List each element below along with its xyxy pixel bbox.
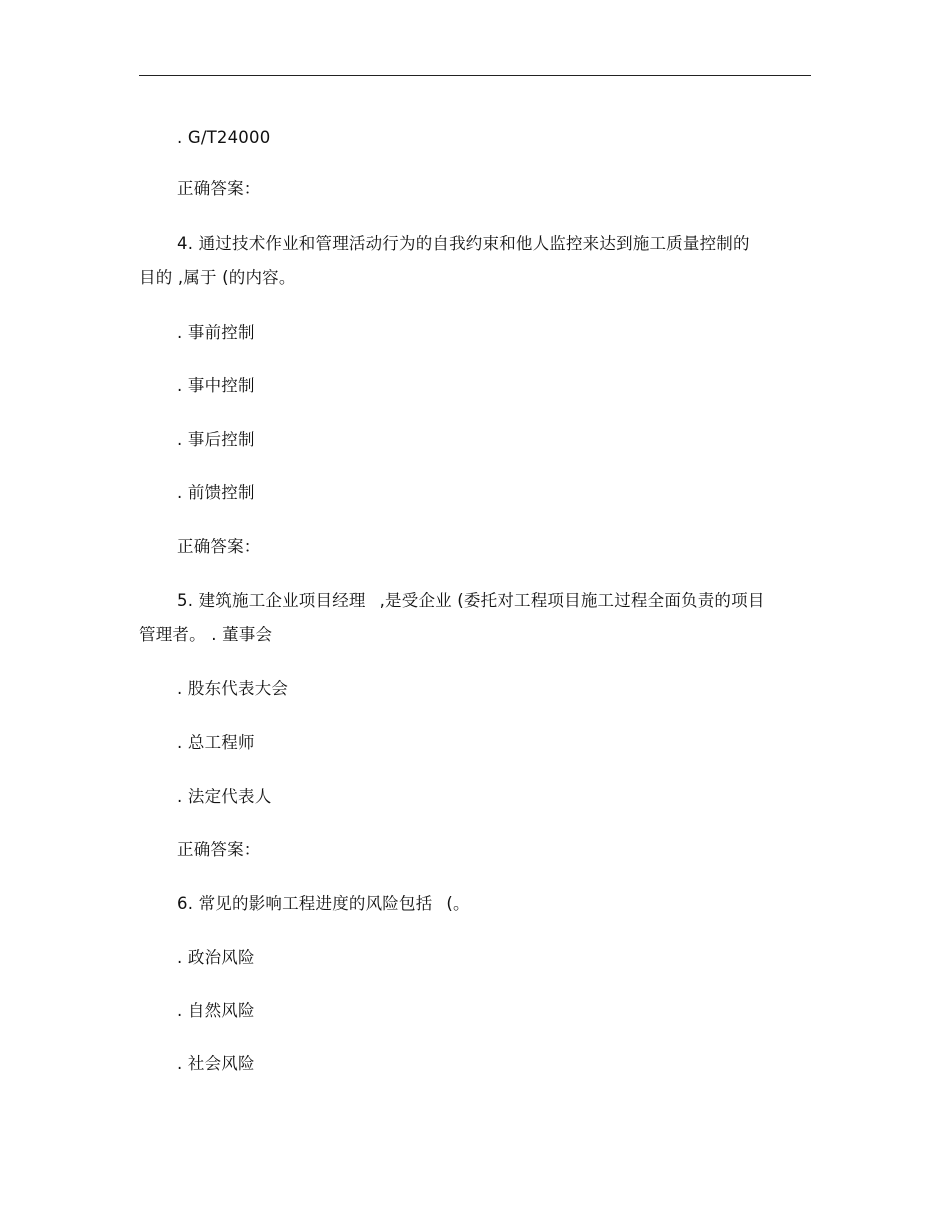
question-6-part-2: (。 bbox=[446, 894, 470, 913]
option-c: . 社会风险 bbox=[177, 1054, 255, 1073]
option-a: . 政治风险 bbox=[177, 948, 255, 967]
question-5-part-1: 5. 建筑施工企业项目经理 bbox=[177, 591, 366, 610]
answer-label: 正确答案： bbox=[177, 179, 261, 198]
answer-label: 正确答案： bbox=[177, 537, 261, 556]
option-c: . 事后控制 bbox=[177, 430, 255, 449]
option-b: . 自然风险 bbox=[177, 1001, 255, 1020]
question-4-text: 4. 通过技术作业和管理活动行为的自我约束和他人监控来达到施工质量控制的 bbox=[177, 234, 750, 253]
question-5-part-2: ,是受企业 (委托对工程项目施工过程全面负责的项目 bbox=[379, 591, 765, 610]
option-a: . 事前控制 bbox=[177, 323, 255, 342]
option-text: . G/T24000 bbox=[177, 128, 271, 147]
question-5-continuation: 管理者。 . 董事会 bbox=[139, 625, 273, 644]
question-5-text bbox=[177, 590, 765, 612]
option-b: . 股东代表大会 bbox=[177, 679, 289, 698]
option-b: . 事中控制 bbox=[177, 376, 255, 395]
question-6-part-1: 6. 常见的影响工程进度的风险包括 bbox=[177, 894, 433, 913]
question-4-continuation: 目的 ,属于 (的内容。 bbox=[139, 268, 296, 287]
option-d: . 前馈控制 bbox=[177, 483, 255, 502]
option-d: . 法定代表人 bbox=[177, 787, 272, 806]
question-6-text bbox=[177, 893, 470, 915]
header-rule bbox=[139, 75, 811, 76]
answer-label: 正确答案： bbox=[177, 840, 261, 859]
option-c: . 总工程师 bbox=[177, 733, 255, 752]
